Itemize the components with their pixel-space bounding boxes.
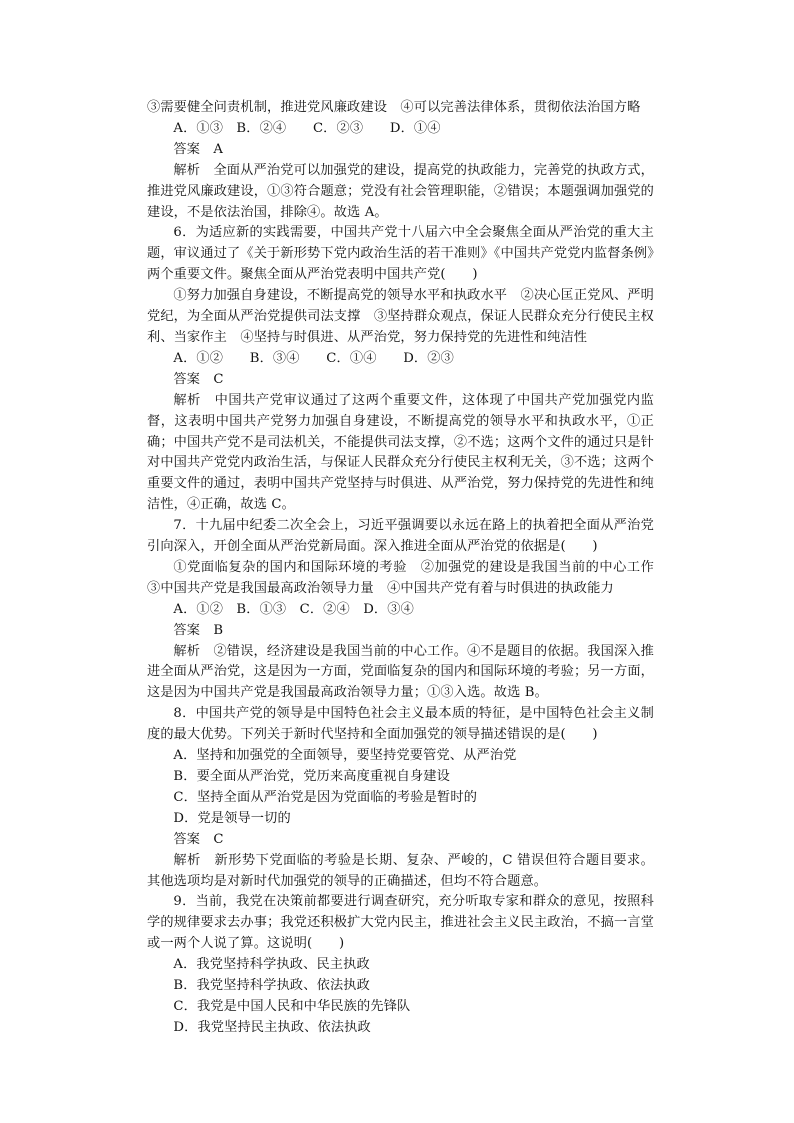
text-paragraph: ①党面临复杂的国内和国际环境的考验 ②加强党的建设是我国当前的中心工作 ③中国共产党是我国最高政治领导力量 ④中国共产党有着与时俱进的执政能力	[147, 559, 668, 596]
text-paragraph: 答案 A	[173, 141, 224, 157]
answer-option: A．①③ B．②④ C．②③ D．①④	[173, 120, 441, 136]
answer-option: A．①② B．①③ C．②④ D．③④	[173, 601, 414, 617]
answer-option: A．我党坚持科学执政、民主执政	[173, 957, 370, 973]
answer-option: D．党是领导一切的	[173, 810, 291, 826]
text-paragraph: 6．为适应新的实践需要，中国共产党十八届六中全会聚焦全面从严治党的重大主题，审议通过了《关于新形势下党内政治生活的若干准则》《中国共产党党内监督条例》两个重要文件。聚焦全面从严治党表明中国共产党( )	[147, 225, 654, 283]
text-paragraph: 答案 C	[173, 371, 224, 387]
answer-option: C．我党是中国人民和中华民族的先锋队	[173, 998, 411, 1014]
text-paragraph: 8．中国共产党的领导是中国特色社会主义最本质的特征，是中国特色社会主义制度的最大优势。下列关于新时代坚持和全面加强党的领导描述错误的是( )	[147, 706, 654, 743]
answer-option: A．坚持和加强党的全面领导，要坚持党要管党、从严治党	[173, 748, 517, 764]
text-paragraph: 解析 全面从严治党可以加强党的建设，提高党的执政能力，完善党的执政方式，推进党风廉政建设，①③符合题意；党没有社会管理职能，②错误；本题强调加强党的建设，不是依法治国，排除④。故选 A。	[147, 162, 654, 220]
text-paragraph: ③需要健全问责机制，推进党风廉政建设 ④可以完善法律体系，贯彻依法治国方略	[147, 100, 641, 115]
text-paragraph: ①努力加强自身建设，不断提高党的领导水平和执政水平 ②决心匡正党风、严明党纪，为全面从严治党提供司法支撑 ③坚持群众观点，保证人民群众充分行使民主权利、当家作主 ④坚持与时俱进、从严治党，努力保持党的先进性和纯洁性	[147, 288, 654, 345]
text-paragraph: 解析 新形势下党面临的考验是长期、复杂、严峻的，C 错误但符合题目要求。其他选项均是对新时代加强党的领导的正确描述，但均不符合题意。	[147, 852, 654, 889]
answer-option: A．①② B．③④ C．①④ D．②③	[173, 350, 454, 366]
answer-option: D．我党坚持民主执政、依法执政	[173, 1019, 371, 1035]
text-paragraph: 9．当前，我党在决策前都要进行调查研究，充分听取专家和群众的意见，按照科学的规律要求去办事；我党还积极扩大党内民主，推进社会主义民主政治，不搞一言堂或一两个人说了算。这说明( )	[147, 894, 654, 952]
text-paragraph: 解析 中国共产党审议通过了这两个重要文件，这体现了中国共产党加强党内监督，这表明中国共产党努力加强自身建设，不断提高党的领导水平和执政水平，①正确；中国共产党不是司法机关，不能提供司法支撑，②不选；这两个文件的通过只是针对中国共产党党内政治生活，与保证人民群众充分行使民主权利无关，③不选；这两个重要文件的通过，表明中国共产党坚持与时俱进、从严治党，努力保持党的先进性和纯洁性，④正确，故选 C。	[147, 392, 654, 513]
document-body	[147, 98, 668, 1039]
text-paragraph: 7．十九届中纪委二次全会上，习近平强调要以永远在路上的执着把全面从严治党引向深入，开创全面从严治党新局面。深入推进全面从严治党的依据是( )	[147, 518, 654, 555]
answer-option: B．要全面从严治党，党历来高度重视自身建设	[173, 769, 450, 784]
answer-option: B．我党坚持科学执政、依法执政	[173, 978, 370, 994]
answer-option: C．坚持全面从严治党是因为党面临的考验是暂时的	[173, 789, 478, 805]
text-paragraph: 答案 B	[173, 622, 224, 638]
text-paragraph: 解析 ②错误，经济建设是我国当前的中心工作。④不是题目的依据。我国深入推进全面从严治党，这是因为一方面，党面临复杂的国内和国际环境的考验；另一方面，这是因为中国共产党是我国最高政治领导力量；①③入选。故选 B。	[147, 643, 654, 701]
text-paragraph: 答案 C	[173, 831, 224, 847]
